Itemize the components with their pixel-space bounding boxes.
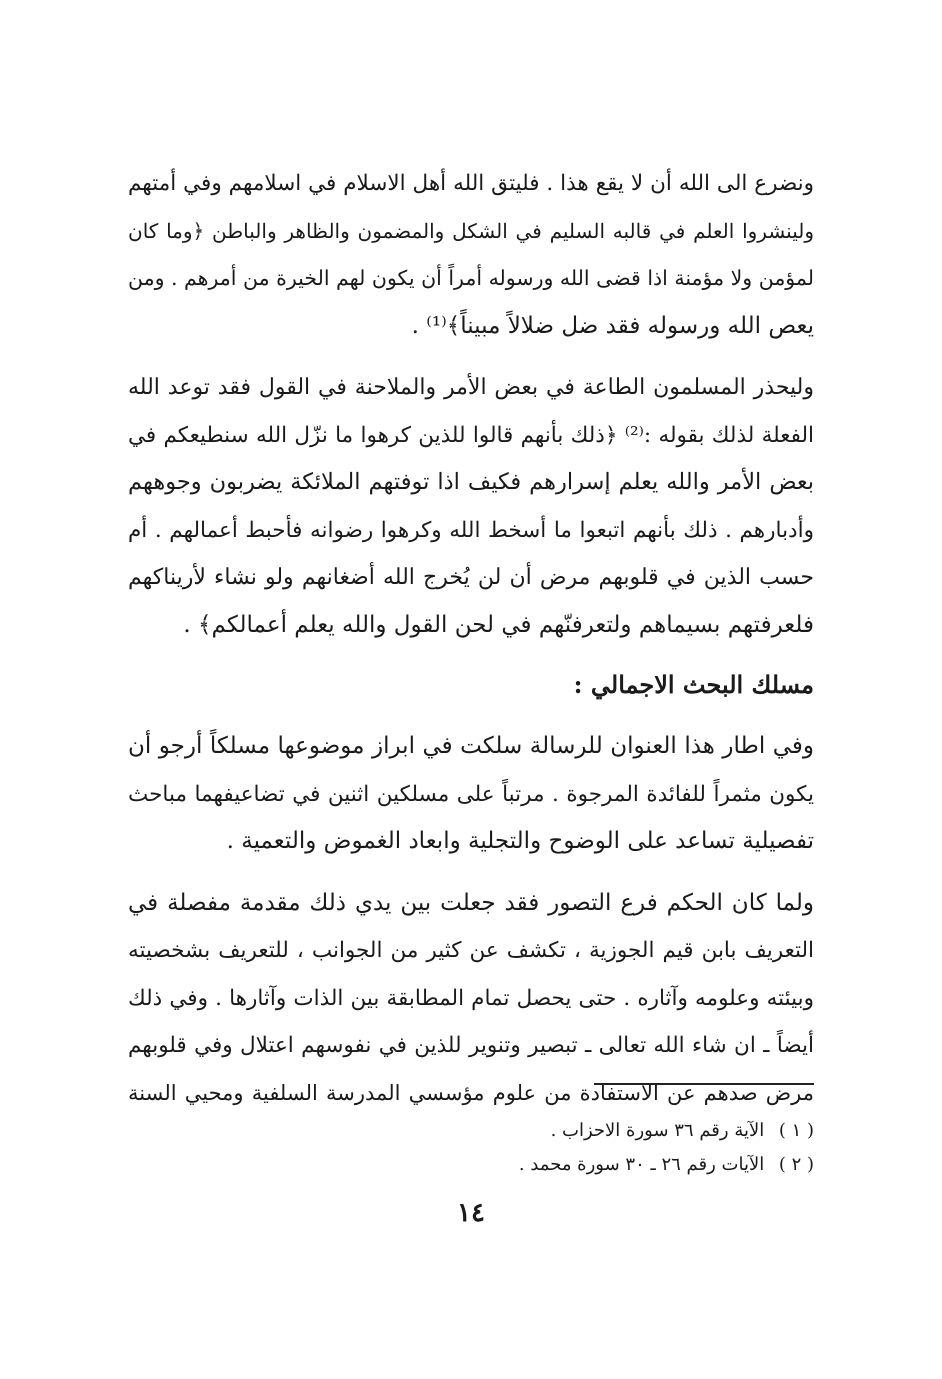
- footnote-number: ( ١ ): [778, 1120, 814, 1141]
- text-line: التعريف بابن قيم الجوزية ، تكشف عن كثير من الجوانب ، للتعريف بشخصيته: [128, 938, 814, 963]
- text-line: وليحذر المسلمون الطاعة في بعض الأمر والملاحنة في القول فقد توعد الله: [128, 375, 814, 400]
- section-heading: مسلك البحث الاجمالي :: [573, 670, 814, 699]
- text-line: لمؤمن ولا مؤمنة اذا قضى الله ورسوله أمراً أن يكون لهم الخيرة من أمرهم . ومن: [128, 266, 814, 290]
- page-number: ١٤: [457, 1198, 485, 1228]
- footnote-2: [128, 1148, 814, 1182]
- text-line: وأدبارهم . ذلك بأنهم اتبعوا ما أسخط الله وكرهوا رضوانه فأحبط أعمالهم . أم: [128, 517, 814, 543]
- text-line: يعص الله ورسوله فقد ضل ضلالاً مبيناً﴾⁽¹⁾ .: [411, 312, 814, 339]
- text-line: بعض الأمر والله يعلم إسرارهم فكيف اذا توفتهم الملائكة يضربون وجوههم: [128, 469, 814, 495]
- text-line: الفعلة لذلك بقوله :⁽²⁾ ﴿ذلك بأنهم قالوا للذين كرهوا ما نزّل الله سنطيعكم في: [128, 422, 814, 448]
- text-line: حسب الذين في قلوبهم مرض أن لن يُخرج الله أضغانهم ولو نشاء لأريناكهم: [128, 565, 814, 590]
- paragraph-4: [128, 880, 814, 1118]
- text-line: ونضرع الى الله أن لا يقع هذا . فليتق الله أهل الاسلام في اسلامهم وفي أمتهم: [128, 171, 814, 196]
- text-line: مرض صدهم عن الاستفادة من علوم مؤسسي المدرسة السلفية ومحيي السنة: [128, 1080, 814, 1105]
- footnote-divider: [594, 1083, 814, 1085]
- footnotes: [128, 1114, 814, 1182]
- text-line: وبيئته وعلومه وآثاره . حتى يحصل تمام المطابقة بين الذات وآثارها . وفي ذلك: [128, 985, 814, 1011]
- footnote-1: [128, 1114, 814, 1148]
- footnote-number: ( ٢ ): [778, 1154, 814, 1175]
- text-line: فلعرفتهم بسيماهم ولتعرفنّهم في لحن القول والله يعلم أعمالكم﴾ .: [183, 611, 814, 638]
- paragraph-1: [128, 160, 814, 350]
- text-line: ولما كان الحكم فرع التصور فقد جعلت بين يدي ذلك مقدمة مفصلة في: [128, 889, 814, 916]
- text-line: وفي اطار هذا العنوان للرسالة سلكت في ابراز موضوعها مسلكاً أرجو أن: [128, 733, 814, 759]
- text-line: ولينشروا العلم في قالبه السليم في الشكل والمضمون والظاهر والباطن ﴿وما كان: [128, 218, 814, 243]
- footnote-text: الآيات رقم ٢٦ ـ ٣٠ سورة محمد .: [518, 1154, 765, 1175]
- page-body: [128, 160, 814, 1131]
- text-line: يكون مثمراً للفائدة المرجوة . مرتباً على مسلكين اثنين في تضاعيفهما مباحث: [128, 781, 814, 807]
- text-line: تفصيلية تساعد على الوضوح والتجلية وابعاد الغموض والتعمية .: [226, 828, 814, 854]
- text-line: أيضاً ـ ان شاء الله تعالى ـ تبصير وتنوير للذين في نفوسهم اعتلال وفي قلوبهم: [128, 1033, 814, 1058]
- footnote-text: الآية رقم ٣٦ سورة الاحزاب .: [550, 1120, 765, 1141]
- paragraph-2: [128, 364, 814, 649]
- paragraph-3: [128, 723, 814, 866]
